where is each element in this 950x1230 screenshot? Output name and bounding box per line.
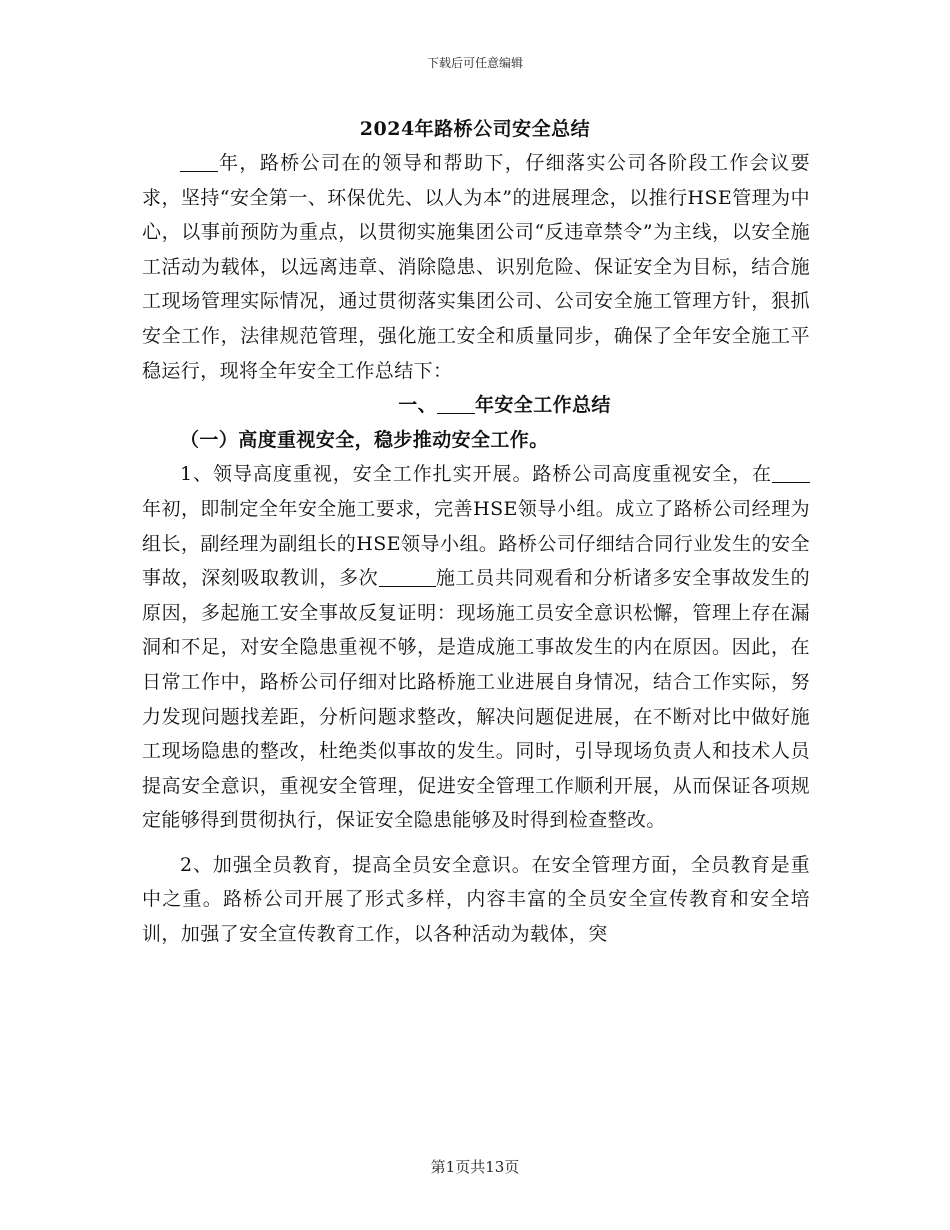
paragraph-1-text-c: 施工员共同观看和分析诸多安全事故发生的原因，多起施工安全事故反复证明：现场施工员安全意识松懈，管理上存在漏洞和不足，对安全隐患重视不够，是造成施工事故发生的内在原因。因此，在日常工作中，路桥公司仔细对比路桥施工业进展自身情况，结合工作实际，努力发现问题找差距，分析问题求整改，解决问题促进展，在不断对比中做好施工现场隐患的整改，杜绝类似事故的发生。同时，引导现场负责人和技术人员提高安全意识，重视安全管理，促进安全管理工作顺利开展，从而保证各项规定能够得到贯彻执行，保证安全隐患能够及时得到检查整改。 [142,567,810,832]
header-note: 下载后可任意编辑 [426,56,523,70]
intro-paragraph [142,146,810,388]
document-title: 2024年路桥公司安全总结 [359,118,591,140]
intro-text: 年，路桥公司在的领导和帮助下，仔细落实公司各阶段工作会议要求，坚持“安全第一、环保优先、以人为本”的进展理念，以推行HSE管理为中心，以事前预防为重点，以贯彻实施集团公司“反违章禁令”为主线，以安全施工活动为载体，以远离违章、消除隐患、识别危险、保证安全为目标，结合施工现场管理实际情况，通过贯彻落实集团公司、公司安全施工管理方针，狠抓安全工作，法律规范管理，强化施工安全和质量同步，确保了全年安全施工平稳运行，现将全年安全工作总结下： [142,152,810,382]
subsection-heading: （一）高度重视安全，稳步推动安全工作。 [180,428,549,451]
document-body [142,146,810,952]
fill-blank [180,152,218,172]
section-prefix: 一、 [398,394,437,417]
paragraph-1-text-b: 年初，即制定全年安全施工要求，完善HSE领导小组。成立了路桥公司经理为组长，副经理为副组长的HSE领导小组。路桥公司仔细结合同行业发生的安全事故，深刻吸取教训，多次 [142,497,810,590]
fill-blank [772,463,810,483]
paragraph-2: 2、加强全员教育，提高全员安全意识。在安全管理方面，全员教育是重中之重。路桥公司开展了形式多样，内容丰富的全员安全宣传教育和安全培训，加强了安全宣传教育工作，以各种活动为载体，突 [142,853,810,946]
fill-blank [437,394,475,414]
page-footer: 第1页共13页 [430,1158,520,1176]
section-heading-text: 年安全工作总结 [475,394,611,417]
paragraph-1 [142,457,810,838]
paragraph-1-text-a: 1、领导高度重视，安全工作扎实开展。路桥公司高度重视安全，在 [180,463,772,486]
section-heading [142,388,810,423]
fill-blank [379,567,436,587]
